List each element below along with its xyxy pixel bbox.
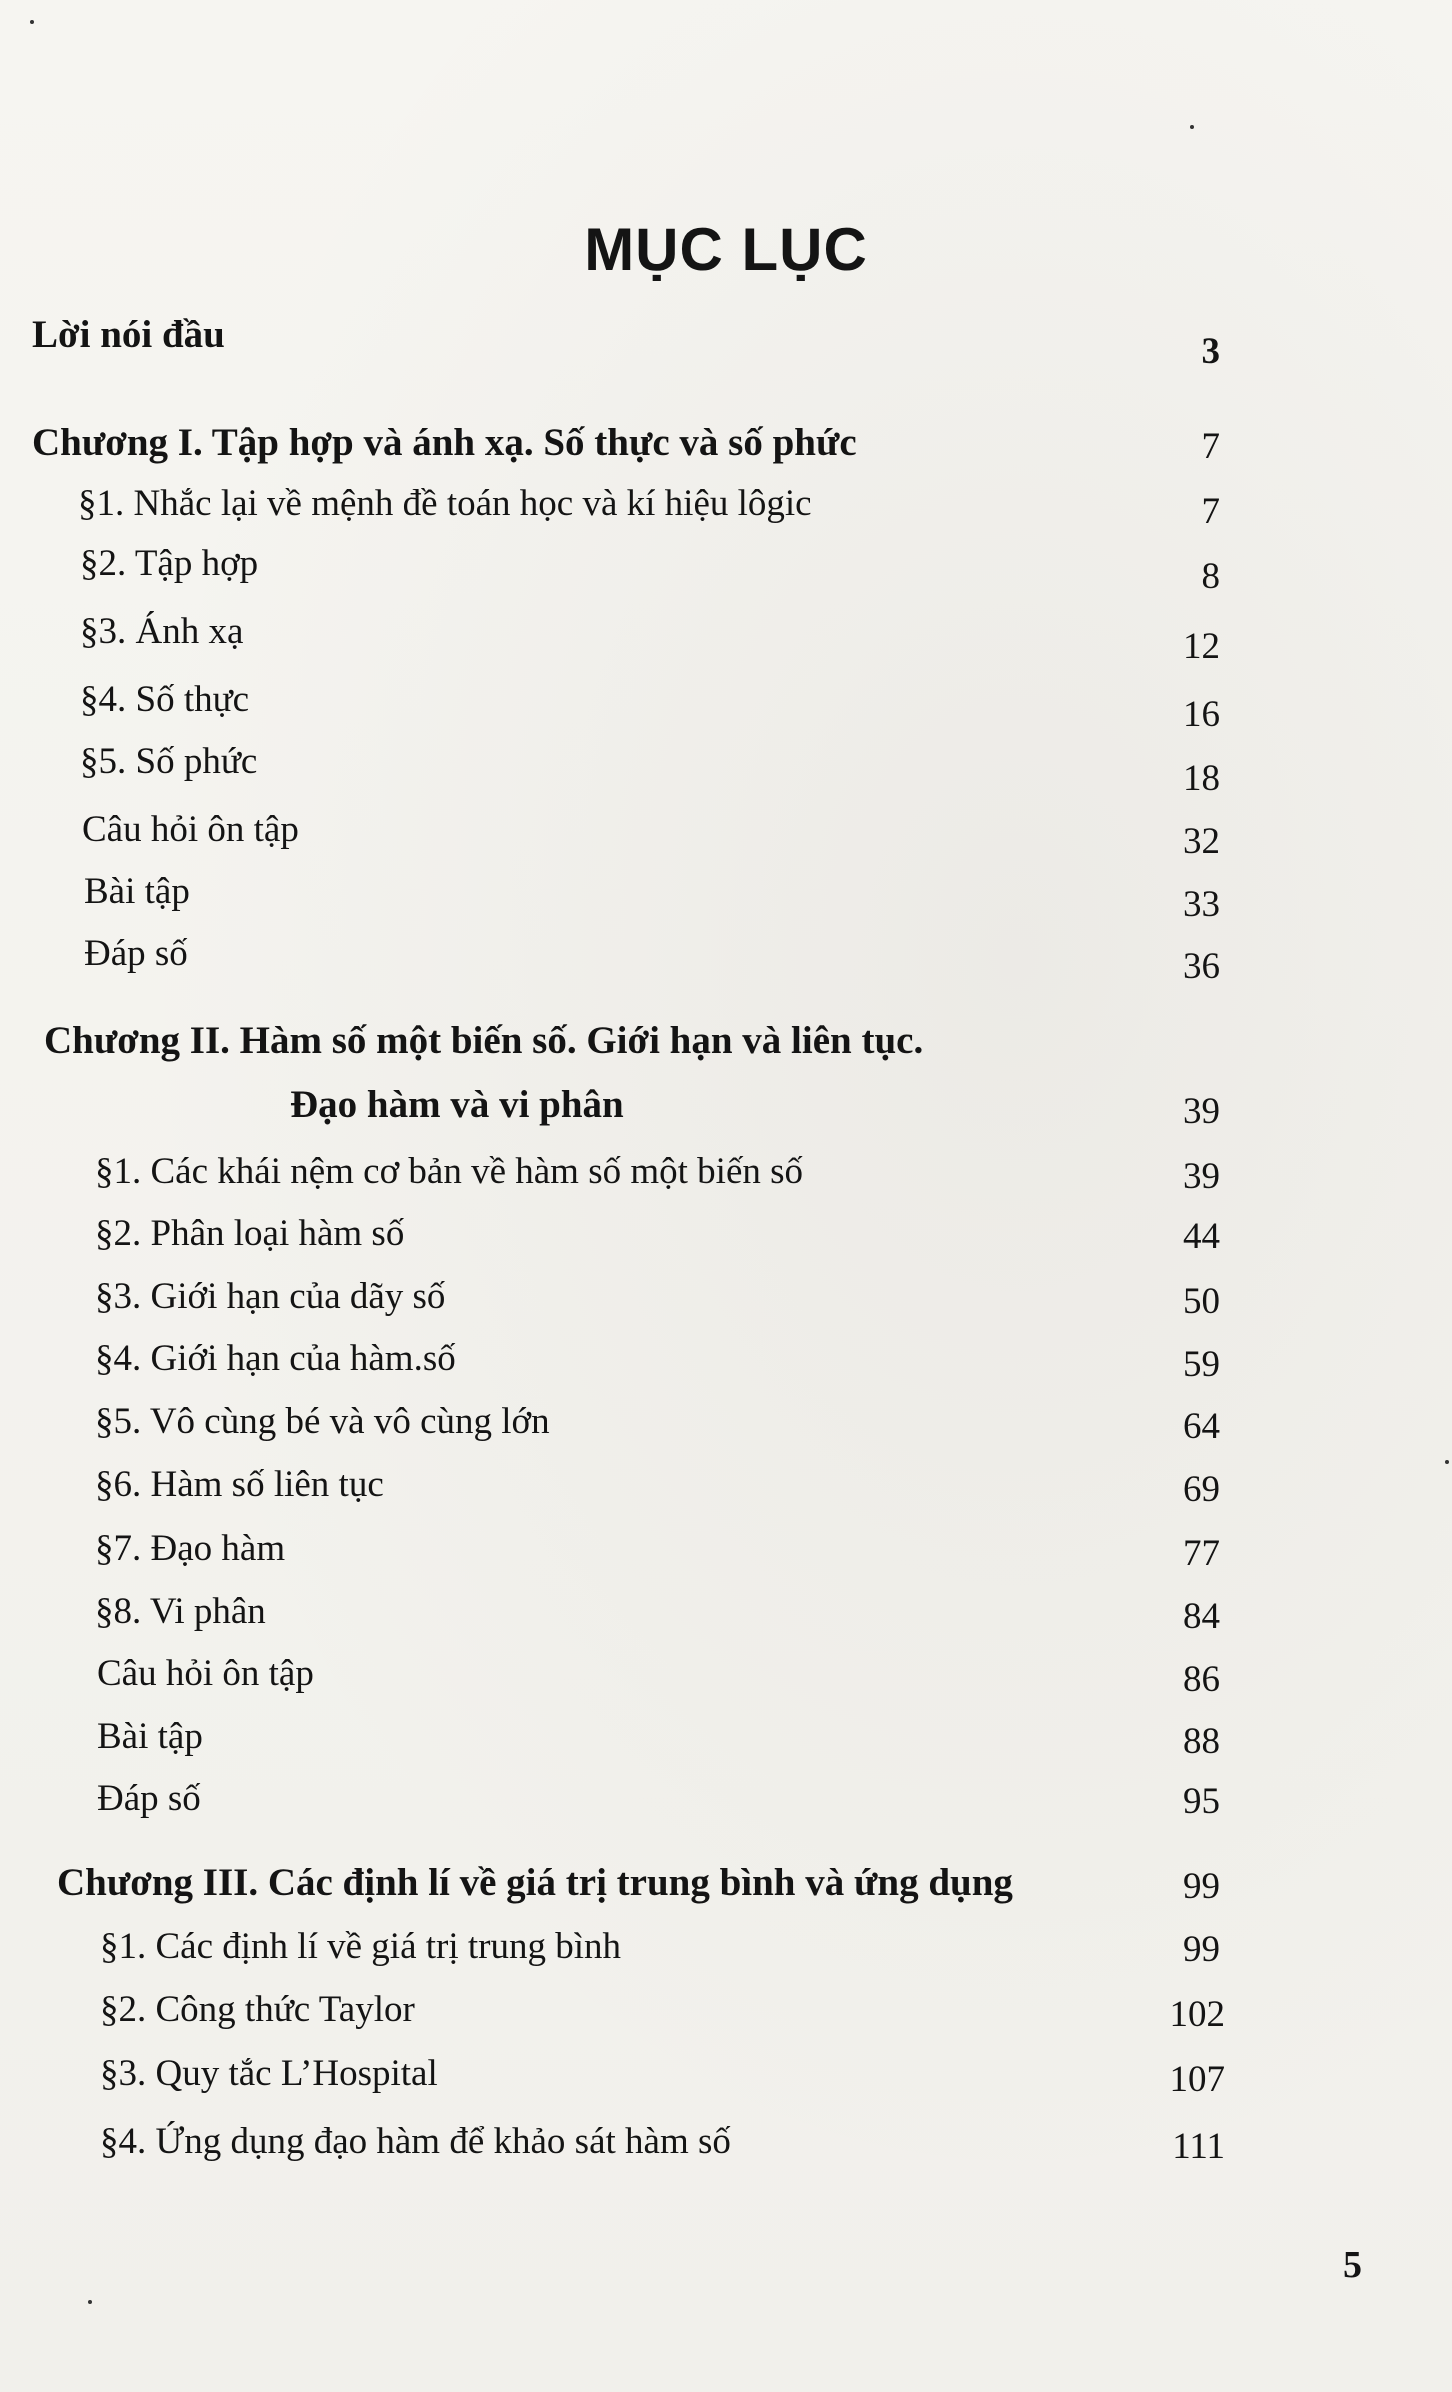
toc-page-2-6: 69	[1183, 1469, 1220, 1510]
toc-page-exercises-1: 33	[1183, 884, 1220, 925]
toc-entry-1-1: §1. Nhắc lại về mệnh đề toán học và kí hiệu lôgic	[78, 483, 812, 524]
toc-page-chapter-1: 7	[1201, 426, 1220, 467]
toc-entry-2-8: §8. Vi phân	[95, 1591, 266, 1632]
toc-chapter-3: Chương III. Các định lí về giá trị trung bình và ứng dụng	[57, 1861, 1013, 1904]
toc-entry-3-2: §2. Công thức Taylor	[100, 1989, 415, 2030]
toc-entry-2-6: §6. Hàm số liên tục	[95, 1464, 384, 1505]
toc-page-2-4: 59	[1183, 1344, 1220, 1385]
toc-page-3-2: 102	[1169, 1994, 1225, 2035]
toc-page-2-8: 84	[1183, 1596, 1220, 1637]
toc-page-1-4: 16	[1183, 694, 1220, 735]
page-title: MỤC LỤC	[584, 216, 868, 283]
toc-page-review-2: 86	[1183, 1659, 1220, 1700]
toc-page-answers-2: 95	[1183, 1781, 1220, 1822]
toc-review-2: Câu hỏi ôn tập	[97, 1653, 314, 1694]
toc-page-chapter-2: 39	[1183, 1091, 1220, 1132]
toc-page-1-1: 7	[1201, 491, 1220, 532]
toc-entry-1-2: §2. Tập hợp	[80, 543, 259, 584]
toc-entry-2-3: §3. Giới hạn của dãy số	[95, 1276, 446, 1317]
print-speck	[1190, 125, 1194, 129]
toc-page-2-1: 39	[1183, 1156, 1220, 1197]
toc-chapter-2-cont: Đạo hàm và vi phân	[290, 1083, 624, 1126]
print-speck	[1445, 1460, 1449, 1464]
toc-page-preface: 3	[1201, 331, 1220, 372]
toc-entry-1-4: §4. Số thực	[80, 679, 250, 720]
toc-page-chapter-3: 99	[1183, 1866, 1220, 1907]
toc-entry-2-5: §5. Vô cùng bé và vô cùng lớn	[95, 1401, 550, 1442]
toc-exercises-1: Bài tập	[84, 871, 190, 912]
toc-entry-2-1: §1. Các khái nệm cơ bản về hàm số một biến số	[95, 1151, 804, 1192]
toc-answers-2: Đáp số	[97, 1778, 201, 1819]
toc-answers-1: Đáp số	[84, 933, 188, 974]
toc-entry-3-4: §4. Ứng dụng đạo hàm để khảo sát hàm số	[100, 2121, 731, 2162]
toc-page-3-1: 99	[1183, 1929, 1220, 1970]
toc-review-1: Câu hỏi ôn tập	[82, 809, 299, 850]
toc-entry-1-5: §5. Số phức	[80, 741, 258, 782]
toc-entry-3-1: §1. Các định lí về giá trị trung bình	[100, 1926, 621, 1967]
toc-page-2-5: 64	[1183, 1406, 1220, 1447]
toc-page-review-1: 32	[1183, 821, 1220, 862]
toc-entry-2-2: §2. Phân loại hàm số	[95, 1213, 405, 1254]
toc-page-2-7: 77	[1183, 1533, 1220, 1574]
toc-entry-1-3: §3. Ánh xạ	[80, 611, 244, 652]
toc-entry-3-3: §3. Quy tắc L’Hospital	[100, 2053, 438, 2094]
toc-page-3-3: 107	[1169, 2059, 1225, 2100]
toc-entry-2-7: §7. Đạo hàm	[95, 1528, 286, 1569]
toc-page-1-3: 12	[1183, 626, 1220, 667]
toc-entry-2-4: §4. Giới hạn của hàm.số	[95, 1338, 456, 1379]
toc-page-3-4: 111	[1172, 2126, 1225, 2167]
toc-page-1-5: 18	[1183, 758, 1220, 799]
toc-exercises-2: Bài tập	[97, 1716, 203, 1757]
print-speck	[88, 2300, 92, 2304]
toc-page-answers-1: 36	[1183, 946, 1220, 987]
toc-chapter-2: Chương II. Hàm số một biến số. Giới hạn và liên tục.	[44, 1019, 924, 1062]
toc-page-1-2: 8	[1201, 556, 1220, 597]
toc-chapter-1: Chương I. Tập hợp và ánh xạ. Số thực và số phức	[32, 421, 857, 464]
page-number: 5	[1343, 2244, 1362, 2286]
toc-entry-preface: Lời nói đầu	[32, 313, 225, 356]
toc-page-2-3: 50	[1183, 1281, 1220, 1322]
toc-page-exercises-2: 88	[1183, 1721, 1220, 1762]
toc-page-2-2: 44	[1183, 1216, 1220, 1257]
print-speck	[30, 20, 34, 24]
